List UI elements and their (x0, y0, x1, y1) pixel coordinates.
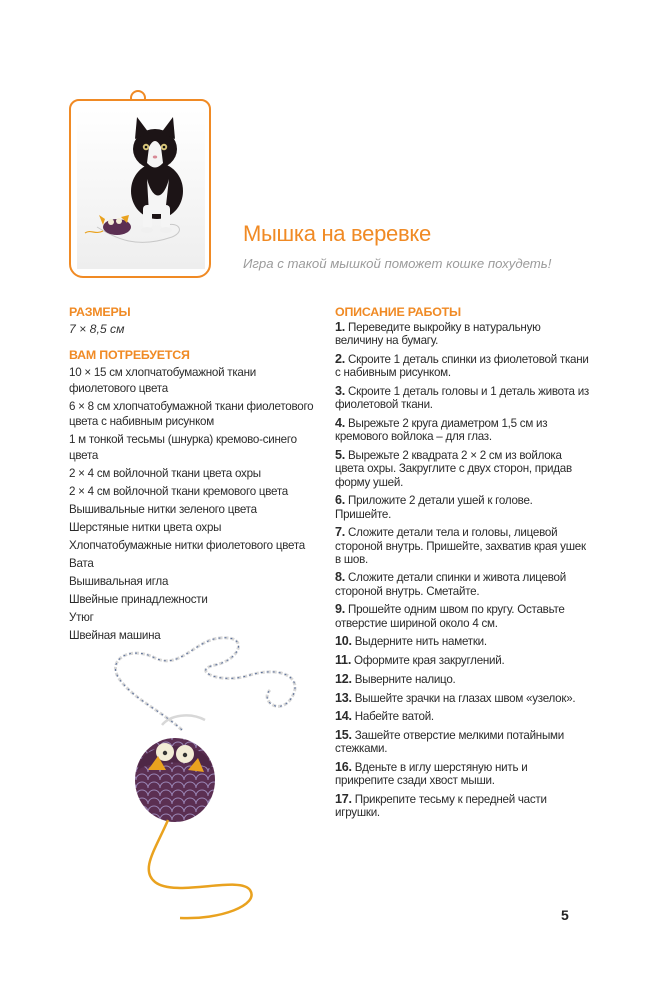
page-number: 5 (561, 907, 569, 923)
step-text: Вденьте в иглу шерстяную нить и прикрепите сзади хвост мыши. (335, 760, 528, 788)
step-item (335, 417, 589, 444)
step-number: 14. (335, 709, 352, 724)
step-text: Вырежьте 2 квадрата 2 × 2 см из войлока цвета охры. Закруглите с двух сторон, придав форму ушей. (335, 448, 572, 489)
step-text: Сложите детали тела и головы, лицевой стороной внутрь. Пришейте, захватив края ушек в шов. (335, 526, 586, 566)
step-text: Вышейте зрачки на глазах швом «узелок». (354, 691, 576, 705)
kitten-tag-card (69, 99, 211, 278)
materials-list (69, 365, 314, 646)
page-subtitle: Игра с такой мышкой поможет кошке похудеть! (243, 256, 552, 271)
step-number: 3. (335, 383, 346, 398)
step-item (335, 673, 589, 686)
step-item (335, 494, 589, 521)
step-item (335, 729, 589, 756)
material-item: Вышивальные нитки зеленого цвета (69, 503, 257, 517)
step-text: Скроите 1 деталь спинки из фиолетовой ткани с набивным рисунком. (335, 352, 589, 380)
materials-heading: ВАМ ПОТРЕБУЕТСЯ (69, 348, 190, 362)
step-number: 13. (335, 690, 352, 705)
step-item (335, 603, 589, 630)
step-number: 2. (335, 351, 346, 366)
instructions-list (335, 321, 589, 825)
step-text: Прикрепите тесьму к передней части игрушки. (335, 792, 547, 820)
step-number: 8. (335, 570, 346, 585)
material-item: Хлопчатобумажные нитки фиолетового цвета (69, 539, 305, 553)
step-number: 1. (335, 320, 346, 334)
step-item (335, 526, 589, 566)
step-item (335, 321, 589, 348)
step-item (335, 692, 589, 705)
step-text: Выверните налицо. (354, 672, 456, 686)
material-item: Вышивальная игла (69, 575, 169, 589)
material-item: 1 м тонкой тесьмы (шнурка) кремово-синего цвета (69, 433, 297, 463)
step-item (335, 385, 589, 412)
page-title: Мышка на веревке (243, 221, 431, 246)
step-item (335, 353, 589, 380)
step-text: Набейте ватой. (354, 710, 434, 724)
material-item: Утюг (69, 611, 94, 625)
step-text: Оформите края закруглений. (354, 654, 505, 668)
material-item: Швейная машина (69, 629, 161, 643)
material-item: 2 × 4 см войлочной ткани цвета охры (69, 467, 261, 481)
step-number: 10. (335, 634, 352, 649)
step-number: 4. (335, 415, 346, 430)
step-item (335, 761, 589, 788)
material-item: 2 × 4 см войлочной ткани кремового цвета (69, 485, 288, 499)
sizes-value: 7 × 8,5 см (69, 322, 125, 336)
step-text: Скроите 1 деталь головы и 1 деталь живота из фиолетовой ткани. (335, 384, 589, 412)
step-number: 7. (335, 525, 346, 540)
step-text: Прошейте одним швом по кругу. Оставьте отверстие шириной около 4 см. (335, 603, 565, 630)
sizes-heading: РАЗМЕРЫ (69, 305, 131, 319)
material-item: 10 × 15 см хлопчатобумажной ткани фиолетового цвета (69, 366, 256, 395)
toy-mouse-photo-icon (100, 620, 330, 930)
step-number: 15. (335, 727, 352, 742)
step-number: 12. (335, 671, 352, 686)
material-item: Вата (69, 557, 94, 571)
material-item: Шерстяные нитки цвета охры (69, 521, 222, 535)
step-text: Приложите 2 детали ушей к голове. Пришейте. (335, 494, 533, 521)
step-number: 5. (335, 447, 346, 462)
step-number: 6. (335, 493, 346, 508)
step-text: Зашейте отверстие мелкими потайными стежками. (335, 728, 564, 756)
step-number: 11. (335, 653, 352, 668)
instructions-heading: ОПИСАНИЕ РАБОТЫ (335, 305, 461, 319)
step-item (335, 635, 589, 648)
step-number: 17. (335, 791, 352, 806)
step-text: Сложите детали спинки и живота лицевой стороной внутрь. Сметайте. (335, 571, 566, 598)
kitten-photo-icon (77, 109, 205, 269)
material-item: Швейные принадлежности (69, 593, 208, 607)
step-item (335, 710, 589, 723)
material-item: 6 × 8 см хлопчатобумажной ткани фиолетового цвета с набивным рисунком (69, 399, 314, 429)
step-item (335, 654, 589, 667)
step-text: Выдерните нить наметки. (354, 635, 487, 649)
step-text: Вырежьте 2 круга диаметром 1,5 см из кремового войлока – для глаз. (335, 416, 548, 444)
step-item (335, 571, 589, 598)
step-item (335, 793, 589, 820)
step-number: 16. (335, 759, 352, 774)
step-item (335, 449, 589, 489)
step-number: 9. (335, 602, 346, 617)
step-text: Переведите выкройку в натуральную величину на бумагу. (335, 321, 541, 348)
